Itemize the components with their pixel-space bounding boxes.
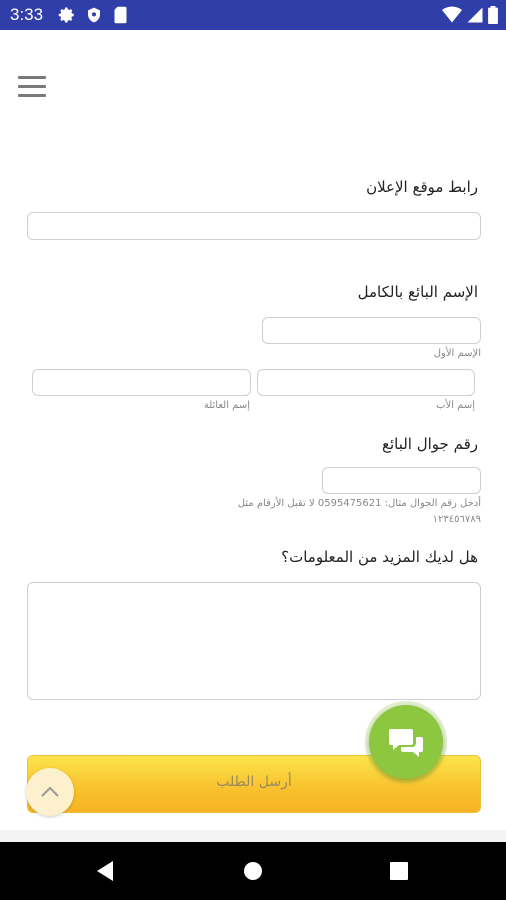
system-nav-bar bbox=[0, 842, 506, 900]
sim-card-icon bbox=[113, 6, 128, 24]
family-name-hint: إسم العائلة bbox=[203, 400, 250, 411]
phone-input[interactable] bbox=[322, 467, 481, 494]
app-content bbox=[0, 30, 506, 842]
chat-bubbles-icon bbox=[369, 705, 443, 779]
ad-link-label: رابط موقع الإعلان bbox=[366, 178, 478, 196]
recents-icon[interactable] bbox=[390, 862, 408, 880]
chevron-up-icon bbox=[26, 768, 74, 816]
home-icon[interactable] bbox=[243, 861, 263, 881]
father-name-hint: إسم الأب bbox=[436, 400, 475, 411]
hamburger-menu-icon[interactable] bbox=[18, 76, 46, 98]
chat-button[interactable] bbox=[369, 705, 443, 779]
phone-hint-example: ١٢٣٤٥٦٧٨٩ bbox=[432, 514, 481, 525]
battery-icon bbox=[488, 6, 498, 24]
submit-button-label: أرسل الطلب bbox=[216, 774, 292, 790]
shield-icon bbox=[86, 6, 102, 24]
bottom-divider bbox=[0, 830, 506, 842]
first-name-input[interactable] bbox=[262, 317, 481, 344]
more-info-textarea[interactable] bbox=[27, 582, 481, 700]
status-bar bbox=[0, 0, 506, 30]
phone-hint: أدخل رقم الجوال مثال: 0595475621 لا تقبل الأرقام مثل bbox=[237, 498, 481, 509]
more-info-label: هل لديك المزيد من المعلومات؟ bbox=[281, 548, 478, 566]
back-icon[interactable] bbox=[95, 860, 115, 882]
family-name-input[interactable] bbox=[32, 369, 251, 396]
ad-link-input[interactable] bbox=[27, 212, 481, 240]
scroll-to-top-button[interactable] bbox=[26, 768, 74, 816]
father-name-input[interactable] bbox=[257, 369, 475, 396]
signal-icon bbox=[466, 6, 484, 24]
status-time: 3:33 bbox=[10, 5, 44, 24]
gear-icon bbox=[58, 6, 76, 24]
seller-name-label: الإسم البائع بالكامل bbox=[357, 283, 478, 301]
first-name-hint: الإسم الأول bbox=[433, 348, 481, 359]
wifi-icon bbox=[442, 6, 462, 24]
phone-label: رقم جوال البائع bbox=[381, 435, 478, 453]
